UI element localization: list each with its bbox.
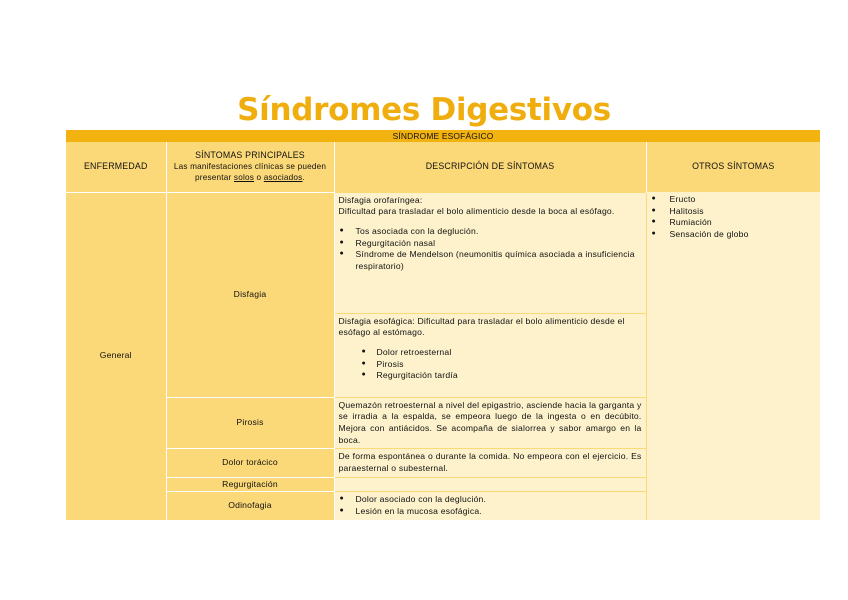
descripcion-dolor-toracico: De forma espontánea o durante la comida. No empeora con el ejercicio. Es paraesternal o subesternal.	[334, 449, 646, 477]
list-item: ● Lesión en la mucosa esofágica.	[339, 506, 642, 518]
oro-list	[339, 226, 642, 273]
sintoma-pirosis: Pirosis	[166, 397, 334, 449]
note-text-2: o	[256, 172, 262, 182]
otros-list	[651, 194, 817, 241]
descripcion-pirosis: Quemazón retroesternal a nivel del epigastrio, asciende hacia la garganta y se irradia a la espalda, se empeora luego de la ingesta o en decúbito. Mejora con antiácidos. Se acompaña de sialorrea y sabor amargo en la boca.	[334, 397, 646, 449]
oro-title: Disfagia orofaríngea:	[338, 194, 423, 205]
descripcion-disfagia-orofaringea	[334, 192, 646, 313]
list-item: ● Sensación de globo	[651, 229, 817, 241]
list-item: ● Tos asociada con la deglución.	[339, 226, 642, 238]
list-item: ● Regurgitación nasal	[339, 238, 642, 250]
list-item: ● Pirosis	[339, 359, 642, 371]
header-sintomas-title: SÍNTOMAS PRINCIPALES	[195, 150, 305, 161]
header-otros: OTROS SÍNTOMAS	[646, 142, 820, 192]
list-item: ● Regurgitación tardía	[339, 370, 642, 382]
list-item: ● Rumiación	[651, 217, 817, 229]
eso-text: Disfagia esofágica: Dificultad para trasladar el bolo alimenticio desde el esófago al estómago.	[338, 315, 625, 338]
header-enfermedad: ENFERMEDAD	[66, 142, 166, 192]
enfermedad-cell: General	[66, 192, 166, 520]
descripcion-regurgitacion	[334, 477, 646, 492]
header-sintomas-note	[171, 162, 330, 183]
list-item: ● Eructo	[651, 194, 817, 206]
table-row	[66, 192, 820, 313]
sintoma-dolor-toracico: Dolor torácico	[166, 449, 334, 477]
eso-list	[339, 347, 642, 382]
list-item: ● Halitosis	[651, 206, 817, 218]
section-band-row	[66, 130, 820, 142]
list-item: ● Síndrome de Mendelson (neumonitis química asociada a insuficiencia respiratorio)	[339, 249, 642, 272]
list-item: ● Dolor retroesternal	[339, 347, 642, 359]
sintoma-odinofagia: Odinofagia	[166, 492, 334, 520]
oro-text: Dificultad para trasladar el bolo alimenticio desde la boca al esófago.	[338, 206, 615, 217]
header-row	[66, 142, 820, 192]
descripcion-disfagia-esofagica	[334, 313, 646, 397]
list-item: ● Dolor asociado con la deglución.	[339, 494, 642, 506]
syndrome-table	[66, 130, 820, 520]
note-solos: solos	[233, 172, 255, 182]
note-text-1: Las manifestaciones clínicas se pueden presentar	[173, 162, 327, 182]
page-title: Síndromes Digestivos	[237, 92, 611, 128]
header-descripcion: DESCRIPCIÓN DE SÍNTOMAS	[334, 142, 646, 192]
header-sintomas	[166, 142, 334, 192]
note-end: .	[302, 172, 305, 182]
descripcion-odinofagia	[334, 492, 646, 520]
odinofagia-list	[339, 494, 642, 517]
sintoma-regurgitacion: Regurgitación	[166, 477, 334, 492]
note-asociados: asociados	[263, 172, 303, 182]
sintoma-disfagia: Disfagia	[166, 192, 334, 397]
section-band: SÍNDROME ESOFÁGICO	[66, 130, 820, 142]
otros-sintomas-cell	[646, 192, 820, 520]
